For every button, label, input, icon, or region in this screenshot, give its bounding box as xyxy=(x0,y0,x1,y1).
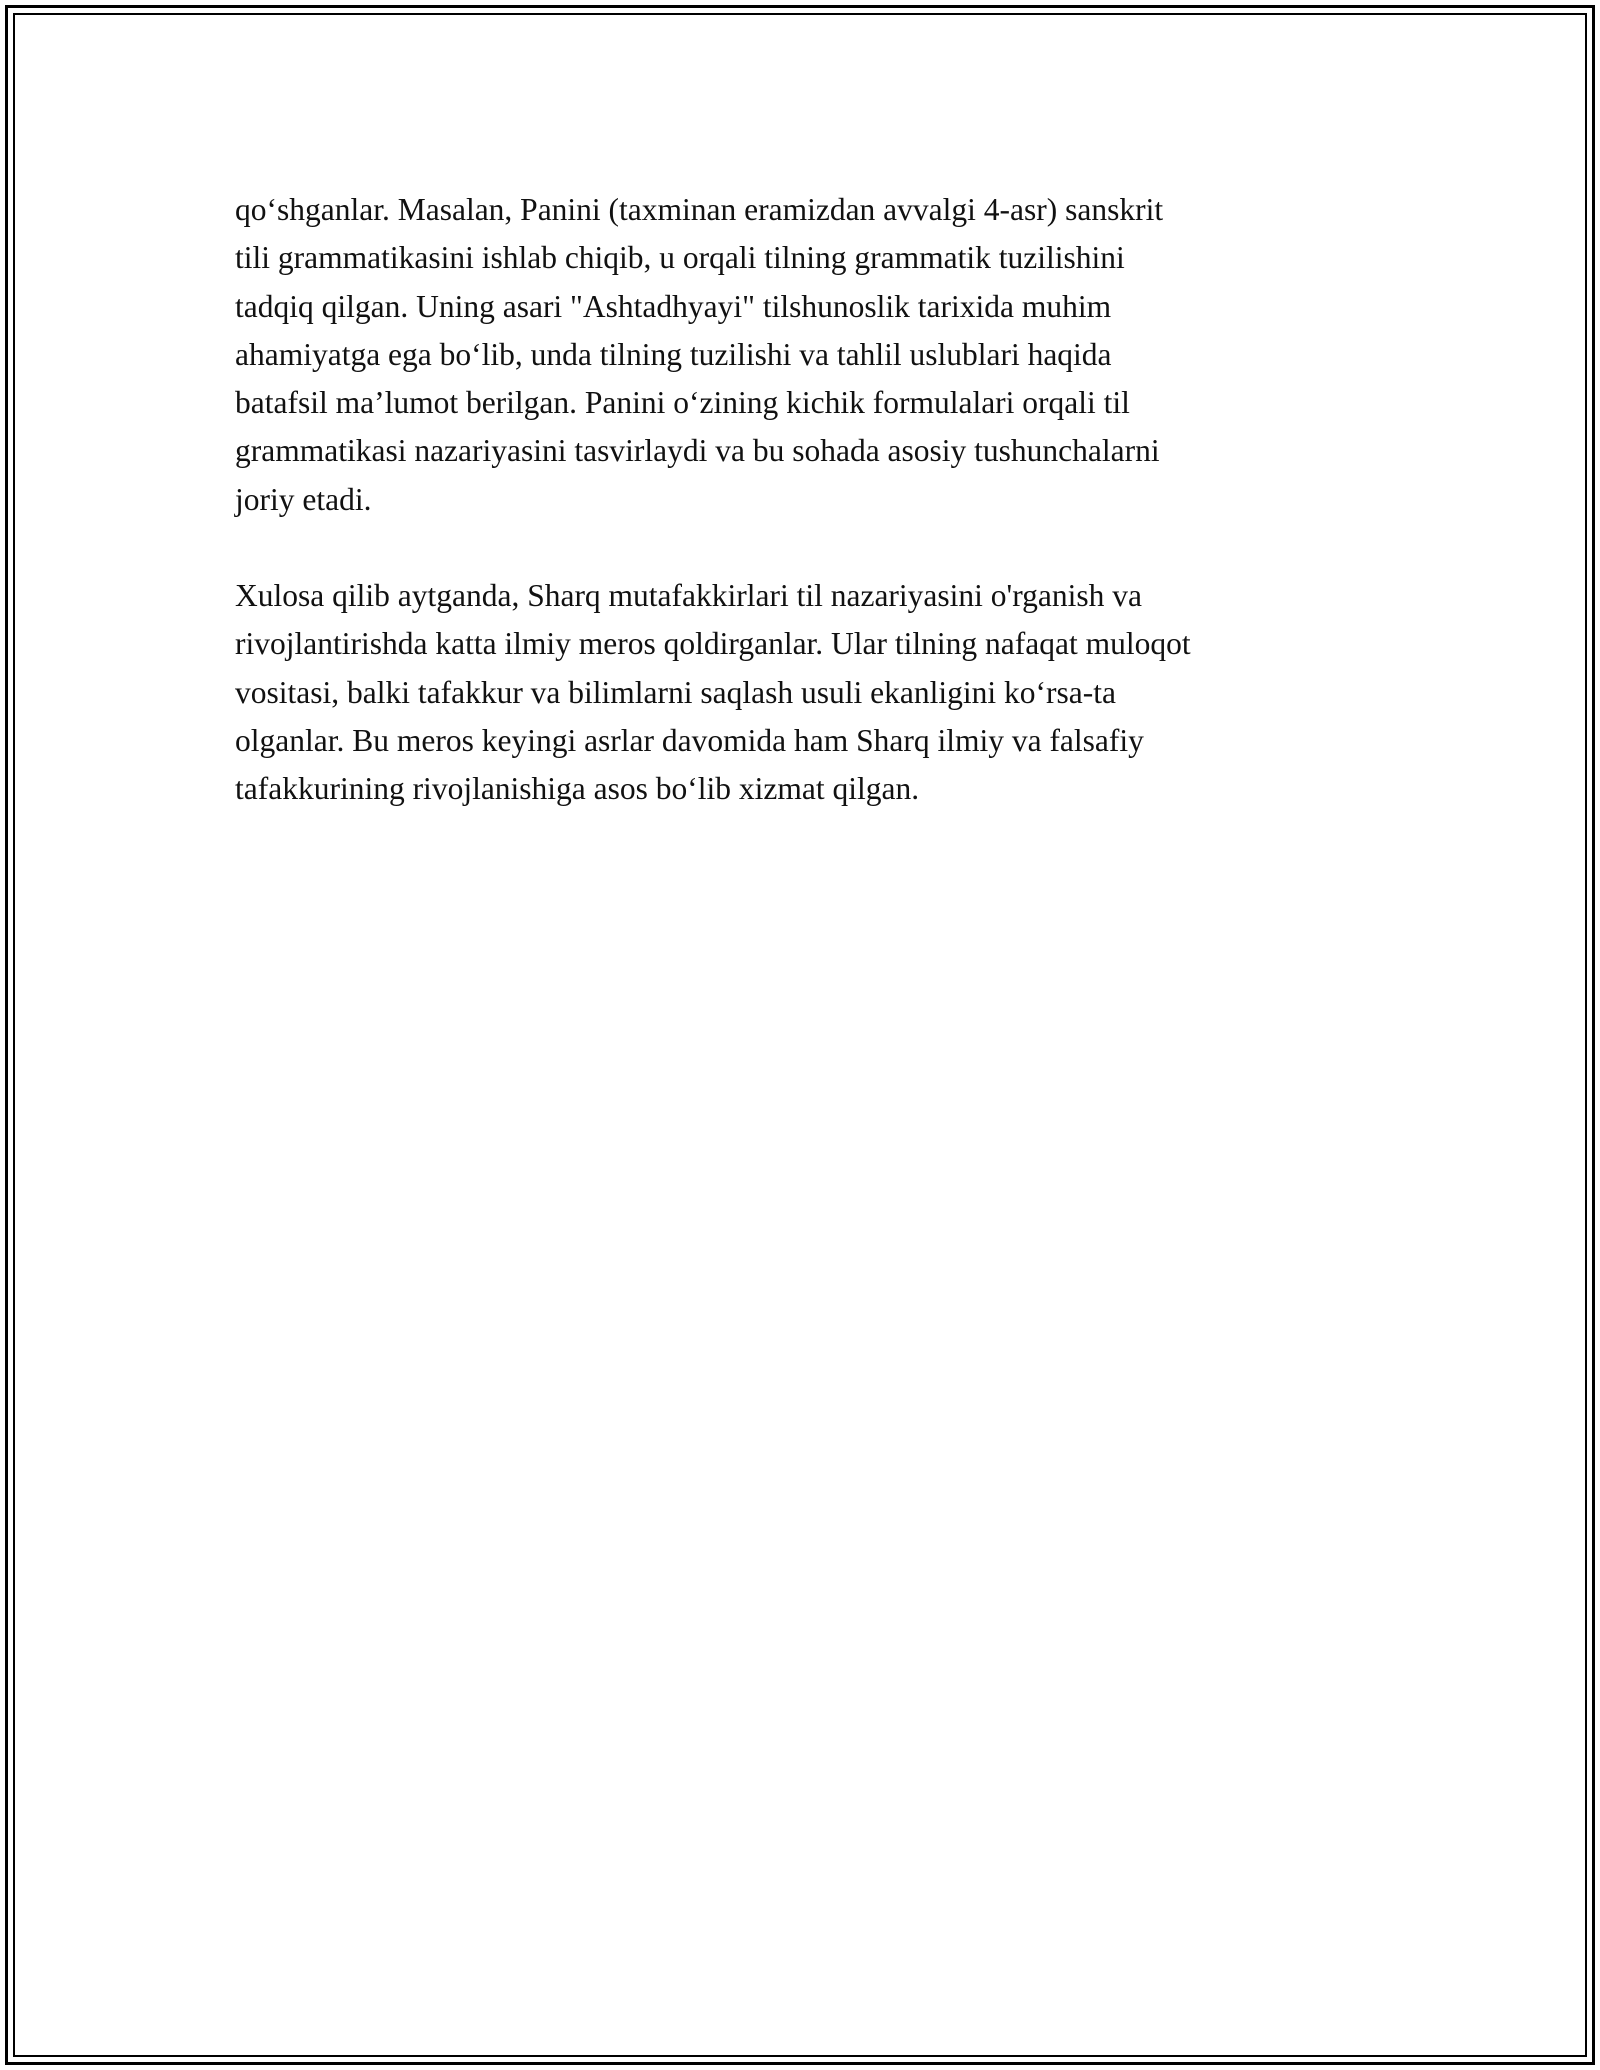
paragraph-panini xyxy=(235,186,1365,524)
text-line: grammatikasi nazariyasini tasvirlaydi va bu sohada asosiy tushunchalarni xyxy=(235,433,1160,469)
text-line: vositasi, balki tafakkur va bilimlarni saqlash usuli ekanligini ko‘rsa-ta xyxy=(235,674,1116,710)
text-line: tadqiq qilgan. Uning asari "Ashtadhyayi" tilshunoslik tarixida muhim xyxy=(235,288,1112,324)
text-line: joriy etadi. xyxy=(235,481,372,517)
text-line: olganlar. Bu meros keyingi asrlar davomida ham Sharq ilmiy va falsafiy xyxy=(235,722,1144,758)
document-body xyxy=(235,186,1365,814)
text-line: Xulosa qilib aytganda, Sharq mutafakkirlari til nazariyasini o'rganish va xyxy=(235,578,1142,614)
text-line: batafsil ma’lumot berilgan. Panini o‘zining kichik formulalari orqali til xyxy=(235,385,1130,421)
text-line: tafakkurining rivojlanishiga asos bo‘lib xizmat qilgan. xyxy=(235,771,920,807)
text-line: ahamiyatga ega bo‘lib, unda tilning tuzilishi va tahlil uslublari haqida xyxy=(235,336,1112,372)
text-line: tili grammatikasini ishlab chiqib, u orqali tilning grammatik tuzilishini xyxy=(235,240,1125,276)
text-line: qo‘shganlar. Masalan, Panini (taxminan eramizdan avvalgi 4-asr) sanskrit xyxy=(235,192,1164,227)
paragraph-conclusion xyxy=(235,572,1365,813)
text-line: rivojlantirishda katta ilmiy meros qoldirganlar. Ular tilning nafaqat muloqot xyxy=(235,626,1191,662)
